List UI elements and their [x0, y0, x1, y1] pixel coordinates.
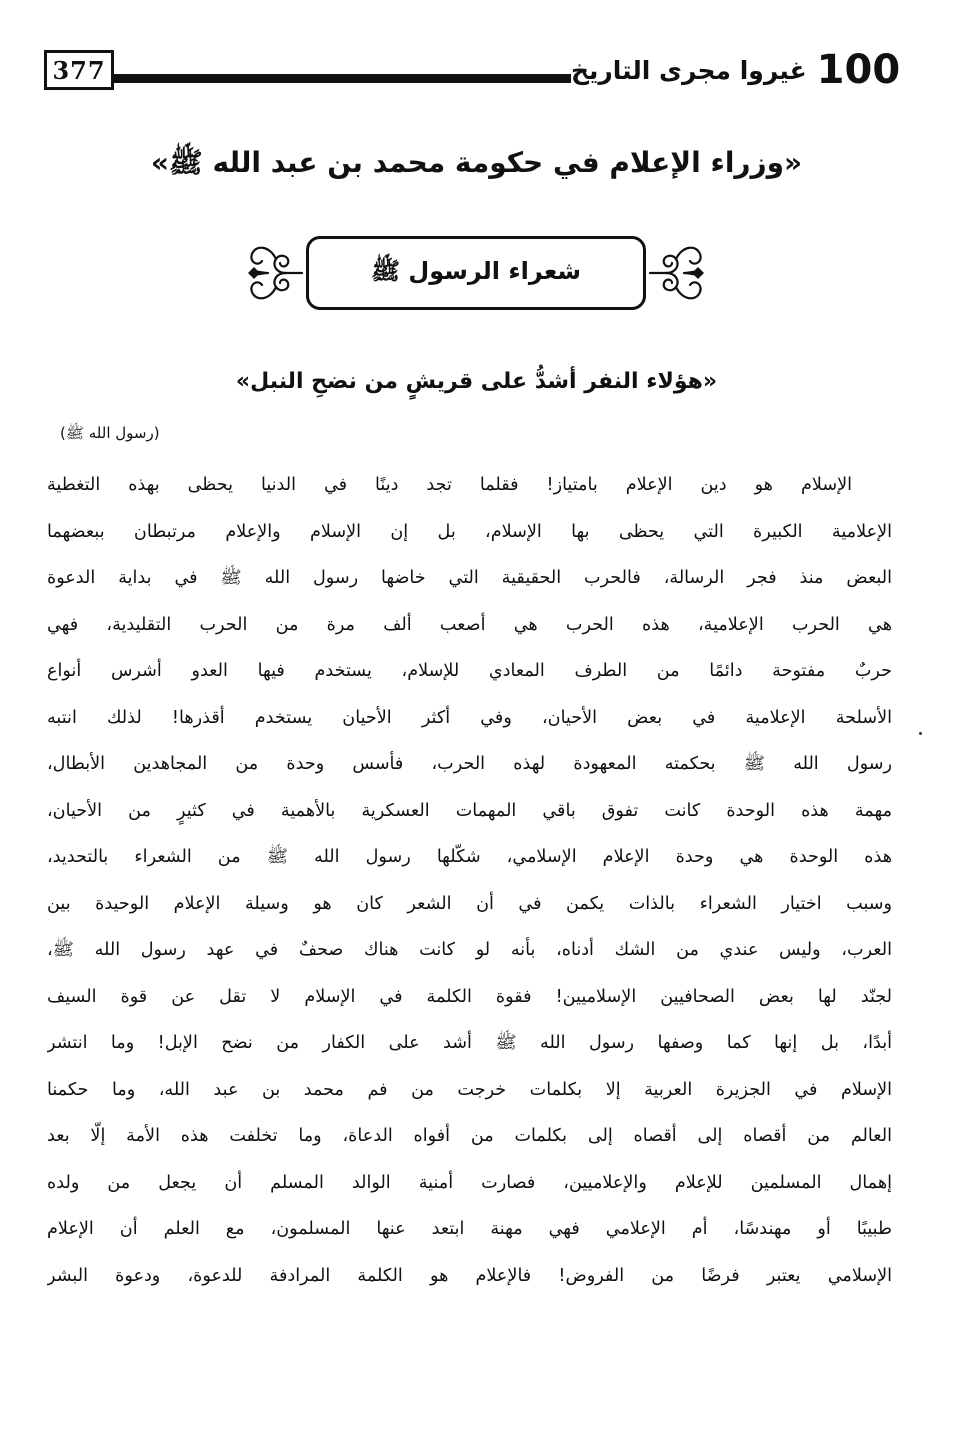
- body-line: طبيبًا أو مهندسًا، أم الإعلامي فهي مهنة ابتعد عنها المسلمون، مع العلم أن الإعلام: [47, 1219, 892, 1239]
- body-line: الإسلامي يعتبر فرضًا من الفروض! فالإعلام هو الكلمة المرادفة للدعوة، ودعوة البشر: [47, 1265, 892, 1286]
- scroll-ornament-left-icon: [246, 232, 304, 314]
- body-line: حربٌ مفتوحة دائمًا من الطرف المعادي للإسلام، يستخدم فيها العدو أشرس أنواع: [47, 661, 892, 681]
- book-title: [571, 42, 901, 98]
- running-header: [44, 42, 901, 98]
- section-ornament: [246, 232, 706, 314]
- section-title-frame: [306, 236, 646, 310]
- body-line: البعض منذ فجر الرسالة، فالحرب الحقيقية التي خاضها رسول الله ﷺ في بداية الدعوة: [47, 568, 892, 588]
- body-line: أبدًا، بل إنها كما وصفها رسول الله ﷺ أشد على الكفار من نضح الإبل! وما انتشر: [47, 1033, 892, 1053]
- body-line: هي الحرب الإعلامية، هذه الحرب هي أصعب ألف مرة من الحرب التقليدية، فهي: [47, 614, 892, 635]
- body-line: وسبب اختيار الشعراء بالذات يكمن في أن الشعر كان هو وسيلة الإعلام الوحيدة بين: [47, 893, 892, 914]
- page-number: 377: [52, 55, 106, 85]
- body-text: [47, 462, 892, 1392]
- book-name: غيروا مجرى التاريخ: [571, 55, 807, 85]
- header-rule: [114, 74, 571, 83]
- hadith-quote: «هؤلاء النفر أشدُّ على قريشٍ من نضحِ النبل»: [235, 369, 718, 394]
- page-number-box: [44, 50, 114, 90]
- body-line: العرب، وليس عندي من الشك أدناه، بأنه لو كانت هناك صحفٌ في عهد رسول الله ﷺ،: [47, 940, 892, 960]
- body-line: رسول الله ﷺ بحكمته المعهودة لهذه الحرب، فأسس وحدة من المجاهدين الأبطال،: [47, 754, 892, 774]
- body-line: الإسلام في الجزيرة العربية إلا بكلمات خرجت من فم محمد بن عبد الله، وما حكمنا: [47, 1079, 892, 1100]
- body-line: مهمة هذه الوحدة كانت تفوق باقي المهمات العسكرية بالأهمية في كثيرٍ من الأحيان،: [47, 800, 892, 821]
- section-title: شعراء الرسول ﷺ: [371, 256, 581, 285]
- chapter-title: «وزراء الإعلام في حكومة محمد بن عبد الله ﷺ»: [150, 146, 803, 179]
- body-line: لجنّد لها بعض الصحافيين الإسلاميين! فقوة الكلمة في الإسلام لا تقل عن قوة السيف: [47, 986, 892, 1007]
- body-line: إهمال المسلمين للإعلام والإعلاميين، فصارت أمنية الوالد المسلم أن يجعل من ولده: [47, 1172, 892, 1193]
- quote-attribution-row: [60, 416, 893, 450]
- margin-mark: [919, 732, 922, 735]
- body-line: الإسلام هو دين الإعلام بامتياز! فقلما تجد دينًا في الدنيا يحظى بهذه التغطية: [47, 475, 852, 495]
- body-line: هذه الوحدة هي وحدة الإعلام الإسلامي، شكّلها رسول الله ﷺ من الشعراء بالتحديد،: [47, 847, 892, 867]
- body-line: الأسلحة الإعلامية في بعض الأحيان، وفي أكثر الأحيان يستخدم أقذرها! لذلك انتبه: [47, 707, 892, 728]
- body-line: العالم من أقصاه إلى أقصاه إلى بكلمات من أفواه الدعاة، وما تخلفت هذه الأمة إلّا بعد: [47, 1126, 892, 1146]
- book-number: 100: [816, 47, 901, 93]
- body-line: الإعلامية الكبيرة التي يحظى بها الإسلام، بل إن الإسلام والإعلام مرتبطان ببعضهما: [47, 521, 892, 542]
- quote-attribution: (رسول الله ﷺ): [60, 424, 160, 442]
- scroll-ornament-right-icon: [648, 232, 706, 314]
